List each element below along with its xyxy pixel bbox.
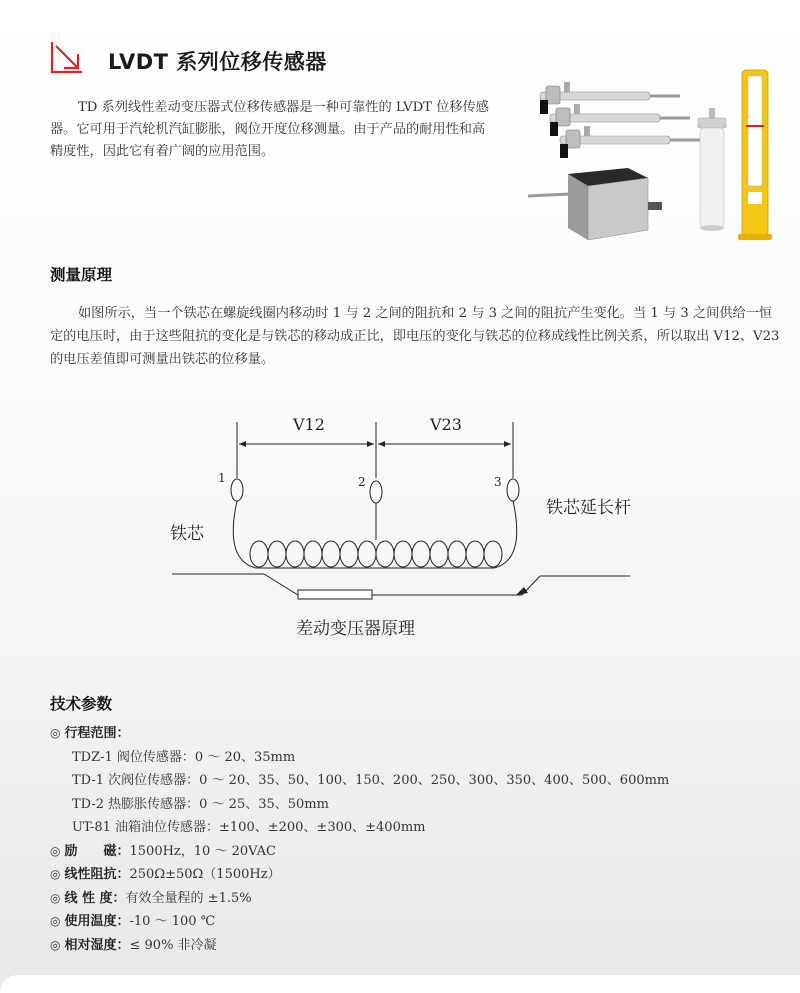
spec-bullet: ◎ <box>50 843 61 858</box>
spec-value: ≤ 90% 非冷凝 <box>129 937 217 953</box>
extension-rod-label: 铁芯延长杆 <box>546 498 631 518</box>
v12-label: V12 <box>293 415 325 434</box>
spec-list <box>50 722 770 957</box>
terminal-1-label: 1 <box>218 471 226 485</box>
spec-sub-item: TDZ-1 阀位传感器：0 ～ 20、35mm <box>72 749 296 765</box>
spec-value: 1500Hz，10 ～ 20VAC <box>129 843 276 859</box>
terminal-3-label: 3 <box>494 475 502 489</box>
lvdt-diagram <box>160 400 680 660</box>
section-title-specs: 技术参数 <box>50 695 113 713</box>
coil <box>233 501 517 568</box>
arrow-down-right-icon <box>50 40 84 74</box>
spec-label: 线性阻抗： <box>64 867 130 882</box>
cylinder-sensor-illustration <box>698 108 726 231</box>
spec-label: 励 磁： <box>64 843 130 859</box>
diagram-caption: 差动变压器原理 <box>296 619 415 639</box>
spec-row-linearity <box>50 887 770 911</box>
section-title-principle: 测量原理 <box>50 266 113 284</box>
product-photos <box>520 62 790 242</box>
spec-row-temperature <box>50 910 770 934</box>
spec-sub-item: TD-1 次阀位传感器：0 ～ 20、35、50、100、150、200、250、300、350、400、500、600mm <box>72 773 670 788</box>
spec-label: 线 性 度： <box>64 890 126 906</box>
page-title: LVDT 系列位移传感器 <box>108 50 327 74</box>
spec-label: 使用温度： <box>64 914 130 929</box>
spec-value: 250Ω±50Ω（1500Hz） <box>129 867 281 882</box>
intro-paragraph: TD 系列线性差动变压器式位移传感器是一种可靠性的 LVDT 位移传感器。它可用于汽轮机汽缸膨胀，阀位开度位移测量。由于产品的耐用性和高精度性，因此它有着广阔的应用范围。 <box>50 100 489 159</box>
spec-bullet: ◎ <box>50 914 61 928</box>
principle-paragraph: 如图所示，当一个铁芯在螺旋线圈内移动时 1 与 2 之间的阻抗和 2 与 3 之间的阻抗产生变化。当 1 与 3 之间供给一恒定的电压时，由于这些阻抗的变化是与铁芯的移动成正比，即电压的变化与铁芯的位移成线性比例关系，所以取出 V12、V23 的电压差值即可测量出铁芯的位移量。 <box>50 306 780 367</box>
spec-sub-item: TD-2 热膨胀传感器：0 ～ 25、35、50mm <box>72 796 329 812</box>
box-sensor-illustration <box>528 168 662 240</box>
spec-value: -10 ～ 100 ℃ <box>129 914 216 929</box>
spec-row-impedance <box>50 863 770 887</box>
spec-row-stroke <box>50 722 770 746</box>
spec-label: 行程范围： <box>64 726 130 741</box>
spec-row-humidity <box>50 934 770 958</box>
spec-label: 相对湿度： <box>64 937 130 953</box>
spec-value: 有效全量程的 ±1.5% <box>125 890 252 906</box>
spec-bullet: ◎ <box>50 726 61 740</box>
spec-sub-item: UT-81 油箱油位传感器：±100、±200、±300、±400mm <box>72 820 426 835</box>
spec-bullet: ◎ <box>50 937 61 952</box>
v23-label: V23 <box>430 415 462 434</box>
rod-sensor-illustration <box>540 82 700 158</box>
level-gauge-illustration <box>738 70 772 240</box>
spec-row-excitation <box>50 840 770 864</box>
spec-bullet: ◎ <box>50 890 61 905</box>
terminal-2-label: 2 <box>358 475 366 489</box>
spec-bullet: ◎ <box>50 867 61 881</box>
core-label: 铁芯 <box>170 524 204 544</box>
